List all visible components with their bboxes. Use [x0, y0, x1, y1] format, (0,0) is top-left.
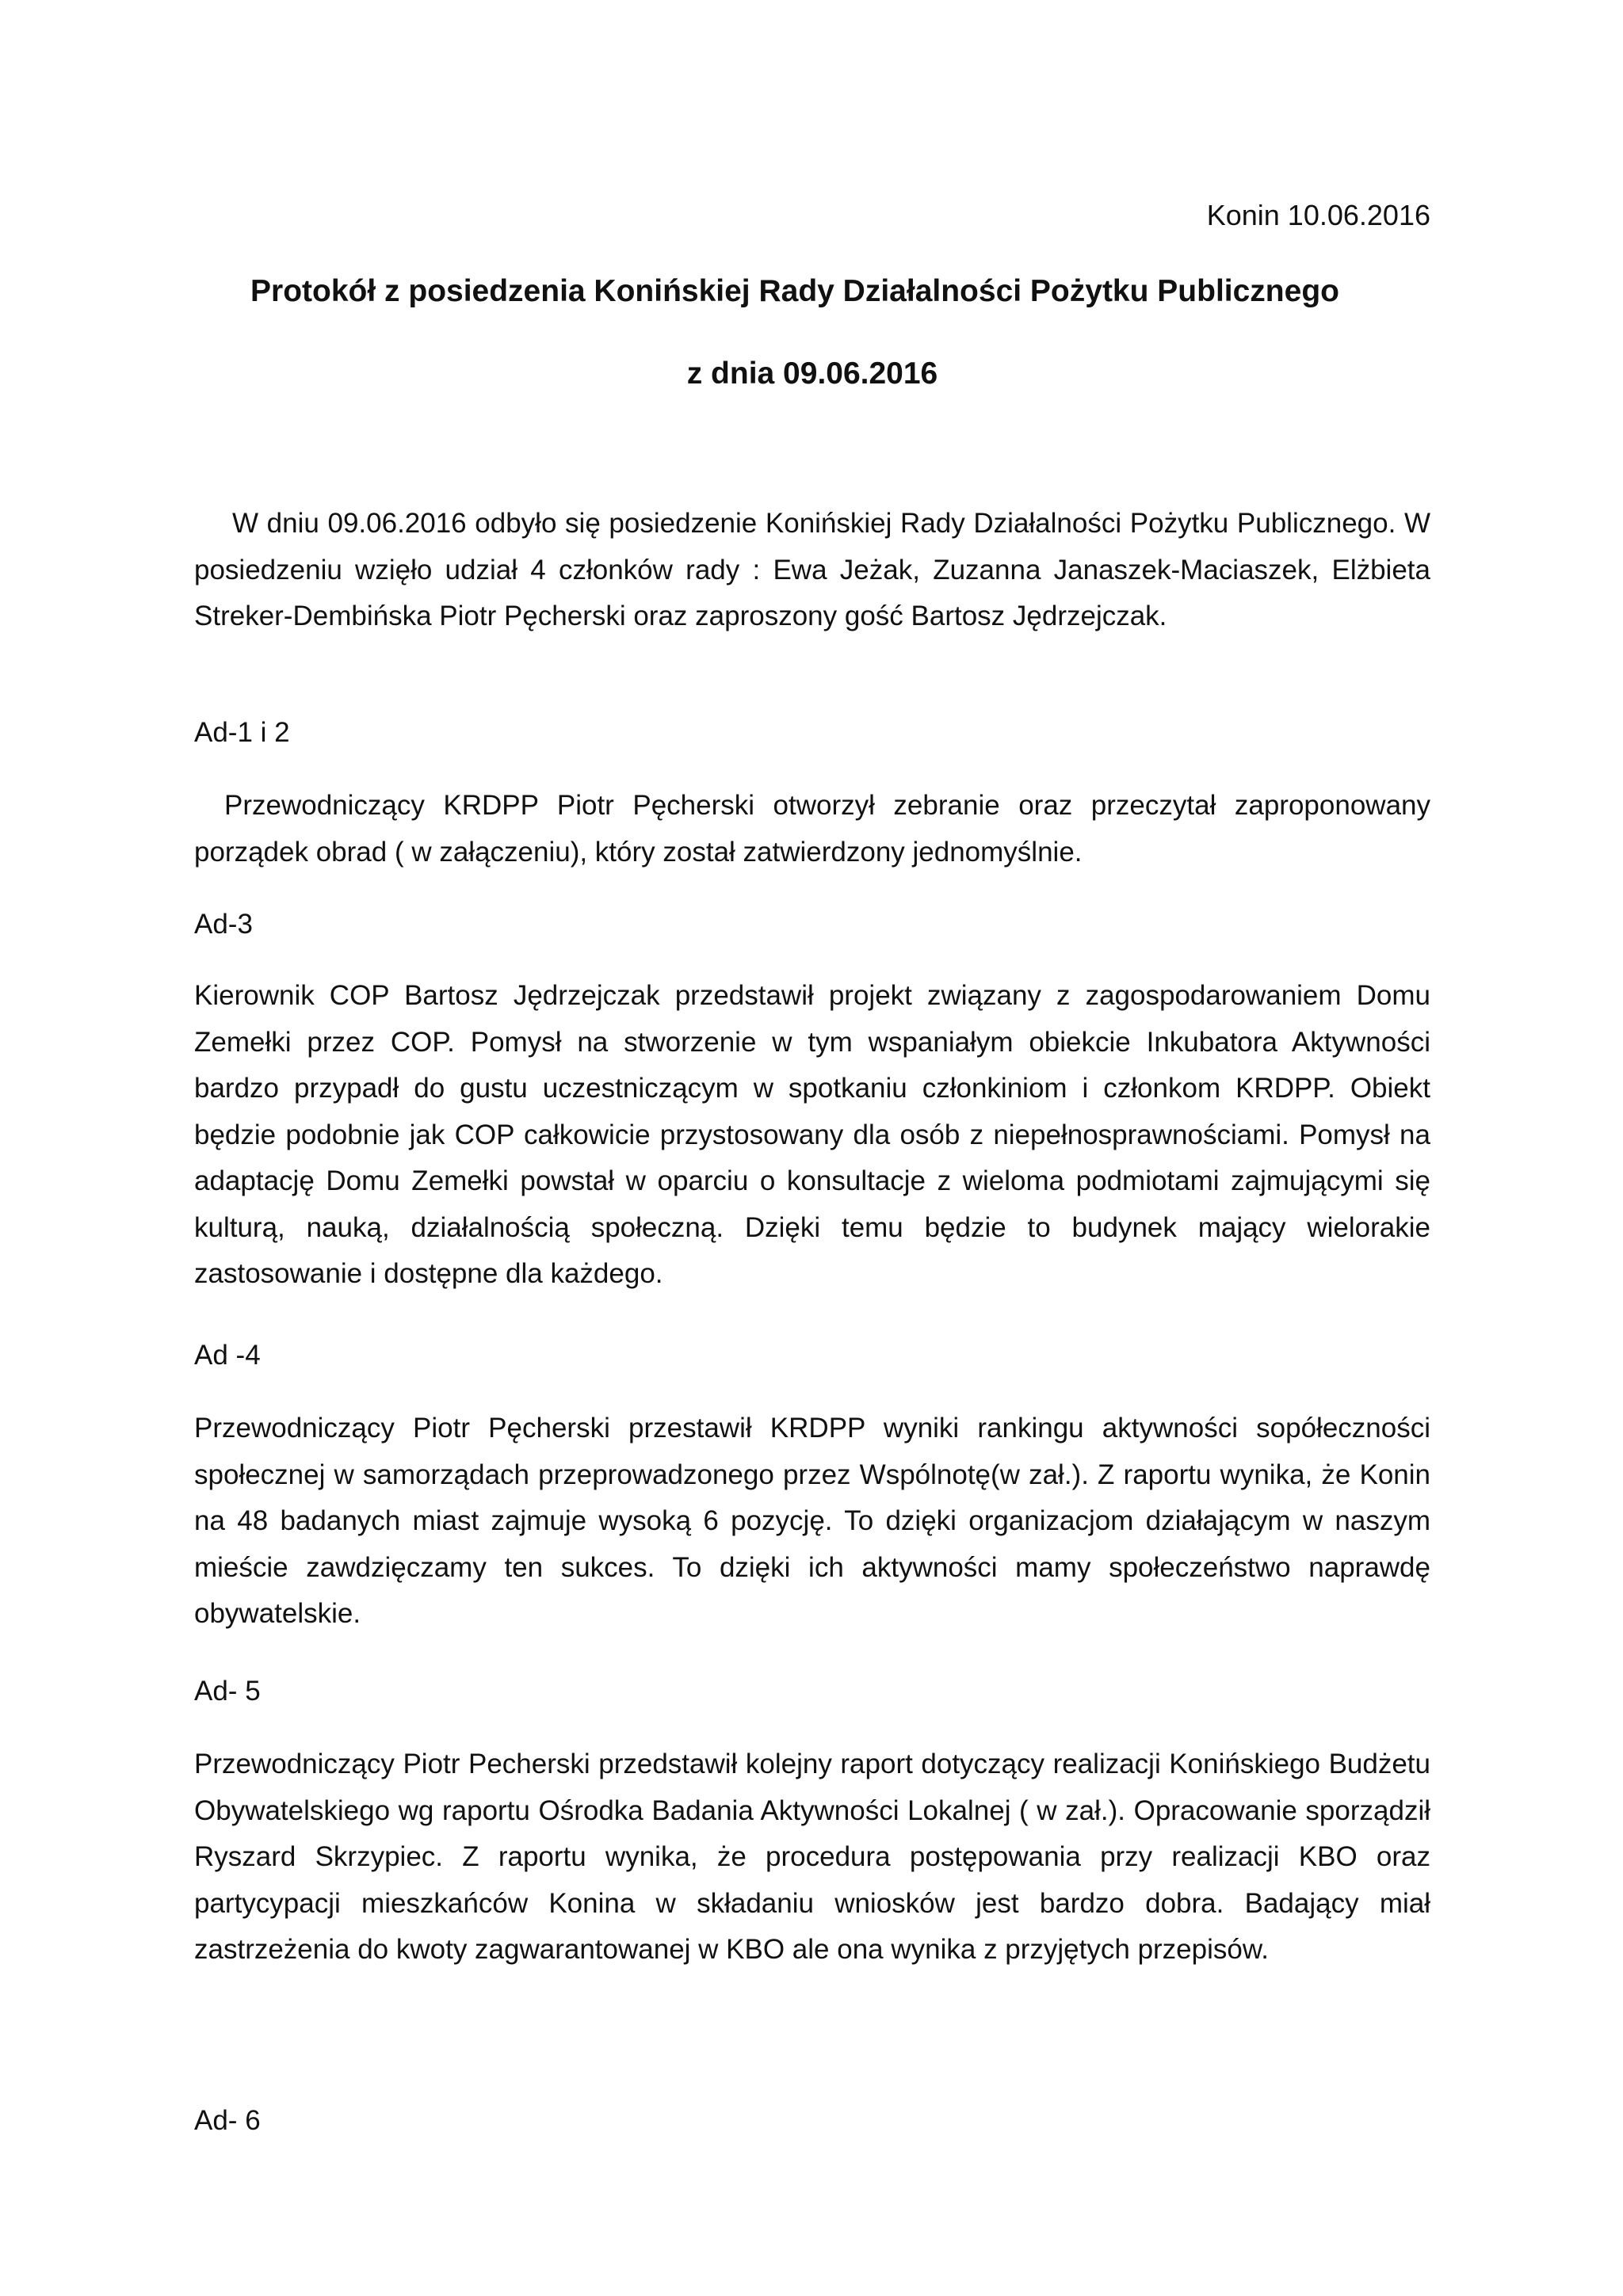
intro-paragraph: W dniu 09.06.2016 odbyło się posiedzenie Konińskiej Rady Działalności Pożytku Publicznego. W posiedzeniu wzięło udział 4 członków rady : Ewa Jeżak, Zuzanna Janaszek-Maciaszek, Elżbieta Streker-Dembińska Piotr Pęcherski oraz zaproszony gość Bartosz Jędrzejczak. [194, 508, 1430, 631]
section-text-ad-4: Przewodniczący Piotr Pęcherski przestawił KRDPP wyniki rankingu aktywności sopółeczności społecznej w samorządach przeprowadzonego przez Wspólnotę(w zał.). Z raportu wynika, że Konin na 48 badanych miast zajmuje wysoką 6 pozycję. To dzięki organizacjom działającym w naszym mieście zawdzięczamy ten sukces. To dzięki ich aktywności mamy społeczeństwo naprawdę obywatelskie. [194, 1413, 1430, 1629]
document-title-date: z dnia 09.06.2016 [686, 357, 938, 391]
section-heading-ad-1-2: Ad-1 i 2 [194, 717, 290, 748]
section-text-ad-3: Kierownik COP Bartosz Jędrzejczak przedstawił projekt związany z zagospodarowaniem Domu Zemełki przez COP. Pomysł na stworzenie w tym wspaniałym obiekcie Inkubatora Aktywności bardzo przypadł do gustu uczestniczącym w spotkaniu członkiniom i członkom KRDPP. Obiekt będzie podobnie jak COP całkowicie przystosowany dla osób z niepełnosprawnościami. Pomysł na adaptację Domu Zemełki powstał w oparciu o konsultacje z wieloma podmiotami zajmującymi się kulturą, nauką, działalnością społeczną. Dzięki temu będzie to budynek mający wielorakie zastosowanie i dostępne dla każdego. [194, 980, 1430, 1289]
section-heading-ad-5: Ad- 5 [194, 1676, 261, 1707]
section-text-ad-1-2: Przewodniczący KRDPP Piotr Pęcherski otworzył zebranie oraz przeczytał zaproponowany porządek obrad ( w załączeniu), który został zatwierdzony jednomyślnie. [194, 790, 1430, 868]
section-heading-ad-4: Ad -4 [194, 1340, 261, 1371]
document-title: Protokół z posiedzenia Konińskiej Rady Działalności Pożytku Publicznego [250, 274, 1339, 308]
document-date: Konin 10.06.2016 [1206, 199, 1430, 231]
section-text-ad-5: Przewodniczący Piotr Pecherski przedstawił kolejny raport dotyczący realizacji Konińskiego Budżetu Obywatelskiego wg raportu Ośrodka Badania Aktywności Lokalnej ( w zał.). Opracowanie sporządził Ryszard Skrzypiec. Z raportu wynika, że procedura postępowania przy realizacji KBO oraz partycypacji mieszkańców Konina w składaniu wniosków jest bardzo dobra. Badający miał zastrzeżenia do kwoty zagwarantowanej w KBO ale ona wynika z przyjętych przepisów. [194, 1749, 1430, 1965]
section-heading-ad-6: Ad- 6 [194, 2105, 261, 2136]
section-heading-ad-3: Ad-3 [194, 909, 253, 940]
